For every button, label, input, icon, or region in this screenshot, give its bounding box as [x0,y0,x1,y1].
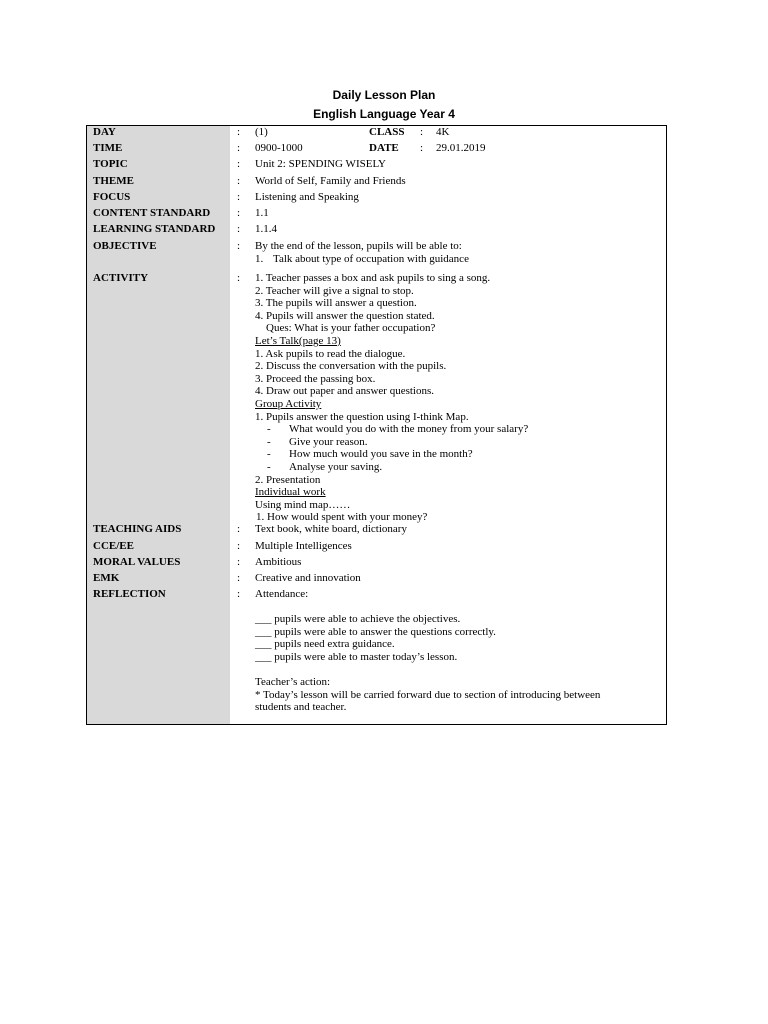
colon: : [237,572,241,584]
reflection-label: REFLECTION [93,588,166,600]
reflection-line: ___ pupils were able to achieve the objectives. [255,613,461,626]
focus-label: FOCUS [93,191,131,203]
group-bullet [255,423,660,436]
colon: : [237,556,241,568]
group-bullet [255,436,660,449]
group-bullet-text: What would you do with the money from your salary? [289,423,529,436]
individual-work-heading: Individual work [255,486,326,499]
moral-values-label: MORAL VALUES [93,556,181,568]
dash-bullet-icon: - [267,435,271,448]
cce-label: CCE/EE [93,540,134,552]
teaching-aids-value: Text book, white board, dictionary [255,523,407,535]
activity-question: Ques: What is your father occupation? [266,322,436,335]
objective-item-text: Talk about type of occupation with guidance [273,252,469,265]
date-label: DATE [369,142,399,154]
colon: : [237,158,241,170]
activity-value [255,272,660,524]
group-bullet [255,448,660,461]
objective-item-number: 1. [255,252,264,265]
lets-talk-step: 4. Draw out paper and answer questions. [255,385,435,398]
day-label: DAY [93,126,116,138]
colon: : [237,588,241,600]
topic-value: Unit 2: SPENDING WISELY [255,158,387,170]
time-label: TIME [93,142,123,154]
topic-label: TOPIC [93,158,128,170]
colon: : [237,175,241,187]
time-value: 0900-1000 [255,142,303,154]
colon: : [420,142,424,154]
colon: : [237,223,241,235]
individual-work-question: 1. How would spent with your money? [256,511,428,524]
colon: : [237,191,241,203]
reflection-line: ___ pupils were able to answer the questions correctly. [255,625,496,638]
colon: : [237,207,241,219]
objective-label: OBJECTIVE [93,240,157,252]
activity-step: 3. The pupils will answer a question. [255,297,417,310]
reflection-line: ___ pupils were able to master today’s lesson. [255,650,458,663]
learning-standard-value: 1.1.4 [255,223,277,235]
class-value: 4K [436,126,450,138]
colon: : [237,126,241,138]
document-title: Daily Lesson Plan [332,88,436,102]
lets-talk-heading: Let’s Talk(page 13) [255,334,341,347]
cce-value: Multiple Intelligences [255,540,352,552]
group-activity-step: 1. Pupils answer the question using I-think Map. [255,410,469,423]
document-subtitle: English Language Year 4 [313,107,455,121]
moral-values-value: Ambitious [255,556,302,568]
lesson-plan-table [86,125,667,725]
colon: : [237,540,241,552]
objective-intro: By the end of the lesson, pupils will be able to: [255,240,462,252]
activity-step: 4. Pupils will answer the question stated. [255,309,435,322]
lets-talk-step: 2. Discuss the conversation with the pupils. [255,360,447,373]
teacher-action-line: students and teacher. [255,701,347,714]
attendance-line: Attendance: [255,588,309,600]
activity-step: 1. Teacher passes a box and ask pupils to sing a song. [255,272,491,284]
group-bullet-text: Analyse your saving. [289,460,383,473]
teacher-action-label: Teacher’s action: [255,676,331,689]
objective-value [255,240,660,265]
learning-standard-label: LEARNING STANDARD [93,223,216,235]
spacer [255,664,660,677]
objective-item [255,253,660,266]
emk-label: EMK [93,572,120,584]
lets-talk-step: 1. Ask pupils to read the dialogue. [255,347,406,360]
dash-bullet-icon: - [267,448,271,461]
lets-talk-step: 3. Proceed the passing box. [255,372,376,385]
focus-value: Listening and Speaking [255,191,359,203]
group-activity-step: 2. Presentation [255,473,321,486]
date-value: 29.01.2019 [436,142,486,154]
colon: : [237,272,241,284]
colon: : [420,126,424,138]
individual-work-line: Using mind map…… [255,498,351,511]
class-label: CLASS [369,126,405,138]
dash-bullet-icon: - [267,423,271,436]
day-value: (1) [255,126,268,138]
group-bullet-text: Give your reason. [289,435,368,448]
reflection-line: ___ pupils need extra guidance. [255,638,395,651]
content-standard-value: 1.1 [255,207,269,219]
group-bullet-text: How much would you save in the month? [289,448,473,461]
colon: : [237,240,241,252]
content-standard-label: CONTENT STANDARD [93,207,211,219]
teacher-action-line: * Today’s lesson will be carried forward due to section of introducing between [255,688,601,701]
reflection-value [255,588,660,714]
colon: : [237,142,241,154]
spacer [255,601,660,614]
group-bullet [255,461,660,474]
dash-bullet-icon: - [267,460,271,473]
group-activity-heading: Group Activity [255,397,322,410]
activity-step: 2. Teacher will give a signal to stop. [255,284,414,297]
emk-value: Creative and innovation [255,572,361,584]
activity-label: ACTIVITY [93,272,149,284]
teaching-aids-label: TEACHING AIDS [93,523,182,535]
theme-value: World of Self, Family and Friends [255,175,406,187]
colon: : [237,523,241,535]
theme-label: THEME [93,175,134,187]
